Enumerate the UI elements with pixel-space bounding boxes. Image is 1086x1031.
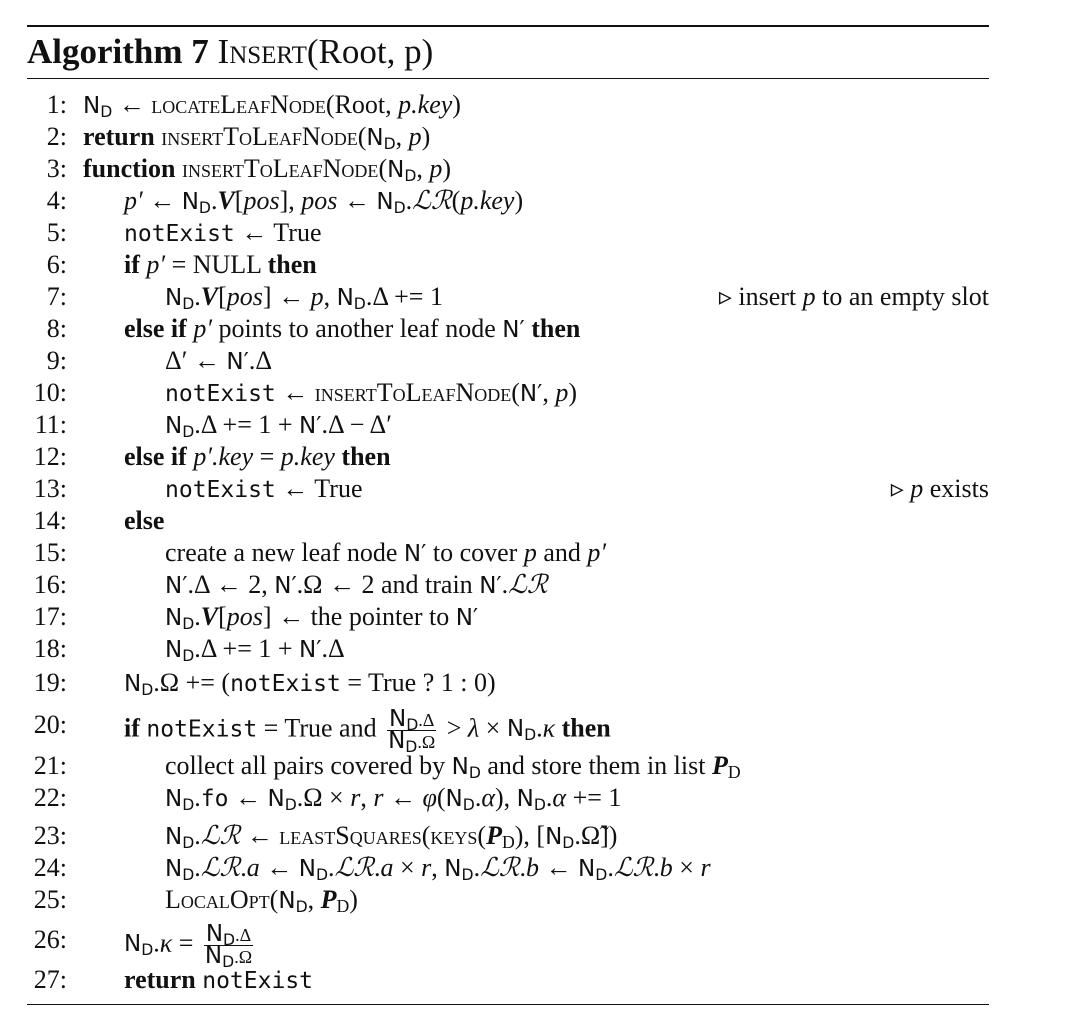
line-text: $LocalOpt(N_D$, $P_D$): [165, 885, 358, 916]
algorithm-line: [27, 820, 989, 852]
algorithm-line: [27, 884, 989, 916]
algorithm-line: [27, 217, 989, 249]
line-text: notExist ← True: [165, 474, 363, 503]
algorithm-line: [27, 852, 989, 884]
line-number: 11:: [34, 410, 67, 439]
algorithm-line: [27, 281, 989, 313]
algorithm-line: [27, 633, 989, 665]
algorithm-line: [27, 377, 989, 409]
line-comment: ▹ insert p to an empty slot: [718, 282, 989, 311]
line-text: $N_D.ℒℛ$ ← $leastSquares(keys(P_D)$, $[N_D.\Omegã]$): [165, 821, 618, 852]
line-number: 5:: [46, 218, 67, 247]
algorithm-line: [27, 121, 989, 153]
algorithm-line: [27, 441, 989, 473]
line-text: else: [124, 506, 165, 535]
line-text: if p′ = NULL then: [124, 250, 317, 279]
line-number: 13:: [33, 474, 67, 503]
line-comment: ▹ p exists: [890, 474, 989, 503]
line-text: $N_D.\Omega$ += (notExist = True ? 1 : 0): [124, 668, 496, 699]
line-number: 25:: [33, 885, 67, 914]
top-rule: [27, 25, 989, 27]
line-number: 7:: [46, 282, 67, 311]
line-number: 16:: [33, 570, 67, 599]
algorithm-line: [27, 569, 989, 601]
algorithm-line: [27, 706, 989, 756]
line-number: 19:: [33, 668, 67, 697]
algorithm-line: [27, 782, 989, 814]
algorithm-title: [27, 30, 433, 74]
line-text: else if p′.key = p.key then: [124, 442, 391, 471]
line-number: 27:: [33, 965, 67, 994]
line-text: $N_D.\Delta += 1 + N'.\Delta - \Delta'$: [165, 410, 392, 441]
line-number: 15:: [33, 538, 67, 567]
line-number: 12:: [33, 442, 67, 471]
line-text: $N_D.ℒℛ.a$ ← $N_D.ℒℛ.a \times r$, $N_D.ℒℛ.b$ ← $N_D.ℒℛ.b \times r$: [165, 853, 711, 884]
line-text: N′.Δ ← 2, N′.Ω ← 2 and train N′.ℒℛ: [165, 570, 548, 600]
algorithm-line: [27, 249, 989, 281]
line-number: 3:: [46, 154, 67, 183]
line-number: 21:: [33, 751, 67, 780]
line-number: 26:: [33, 925, 67, 954]
line-text: collect all pairs covered by $N_D$ and store them in list $P_D$: [165, 751, 741, 782]
algorithm-line: [27, 537, 989, 569]
algorithm-line: [27, 185, 989, 217]
line-number: 14:: [33, 506, 67, 535]
line-number: 6:: [46, 250, 67, 279]
bottom-rule: [27, 1004, 989, 1005]
algorithm-line: [27, 667, 989, 699]
algorithm-line: [27, 473, 989, 505]
line-number: 10:: [33, 378, 67, 407]
line-number: 2:: [46, 122, 67, 151]
line-text: return notExist: [124, 965, 314, 994]
line-number: 4:: [46, 186, 67, 215]
algorithm-line: [27, 505, 989, 537]
algorithm-line: [27, 153, 989, 185]
line-number: 23:: [33, 821, 67, 850]
algorithm-line: [27, 750, 989, 782]
line-text: $N_D.fo$ ← $N_D.\Omega \times r$, r ← $\varphi(N_D.\alpha)$, $N_D.\alpha += 1$: [165, 783, 622, 814]
line-text: notExist ← True: [124, 218, 322, 247]
algorithm-line: [27, 409, 989, 441]
line-text: notExist ← insertToLeafNode(N′, p): [165, 378, 578, 407]
algorithm-name: Insert: [217, 32, 307, 71]
algorithm-line: [27, 921, 989, 971]
line-text: if notExist = True and $\frac{N_D.\Delta}{N_D.\Omega}$ > $\lambda \times N_D.\kappa$ then: [124, 706, 611, 756]
line-text: $N_D.\kappa$ = $\frac{N_D.\Delta}{N_D.\Omega}$: [124, 921, 253, 971]
line-text: p′ ← $N_D.V[pos]$, pos ← $N_D.ℒℛ(p.key)$: [124, 186, 524, 217]
line-text: return $insertToLeafNode(N_D$, p): [83, 122, 431, 153]
line-number: 18:: [33, 634, 67, 663]
algorithm-label: Algorithm 7: [27, 32, 209, 71]
line-number: 8:: [46, 314, 67, 343]
algorithm-line: [27, 345, 989, 377]
line-number: 22:: [33, 783, 67, 812]
line-number: 9:: [46, 346, 67, 375]
line-number: 20:: [33, 710, 67, 739]
line-number: 24:: [33, 853, 67, 882]
line-text: else if p′ points to another leaf node N′ then: [124, 314, 581, 343]
title-rule: [27, 78, 989, 79]
line-text: $N_D.\Delta += 1 + N'.\Delta$: [165, 634, 345, 665]
algorithm-line: [27, 313, 989, 345]
line-text: $N_D.V[pos]$ ← the pointer to N′: [165, 602, 479, 633]
line-text: create a new leaf node N′ to cover p and p′: [165, 538, 607, 567]
line-text: Δ′ ← N′.Δ: [165, 346, 273, 375]
line-number: 1:: [46, 90, 67, 119]
algorithm-line: [27, 89, 989, 121]
algorithm-line: [27, 601, 989, 633]
algorithm-args: (Root, p): [306, 32, 434, 71]
algorithm-line: [27, 964, 989, 996]
line-text: $N_D$ ← locateLeafNode(Root, p.key): [83, 90, 461, 121]
line-text: $N_D.V[pos]$ ← p, $N_D.\Delta += 1$: [165, 282, 443, 313]
line-number: 17:: [33, 602, 67, 631]
line-text: function $insertToLeafNode(N_D$, p): [83, 154, 452, 185]
